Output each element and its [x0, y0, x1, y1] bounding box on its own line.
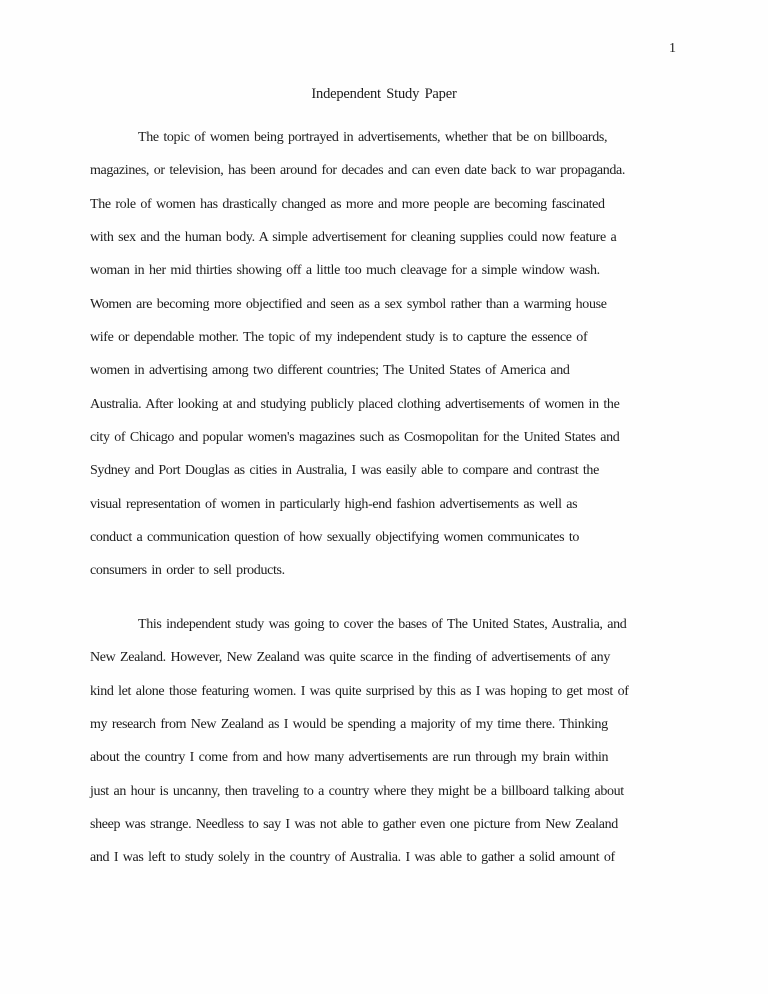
text-line: This independent study was going to cover the bases of The United States, Australia, and: [138, 616, 627, 632]
document-title: Independent Study Paper: [311, 86, 457, 102]
text-line: my research from New Zealand as I would be spending a majority of my time there. Thinking: [90, 716, 608, 732]
text-line: The role of women has drastically changed as more and more people are becoming fascinated: [90, 196, 605, 212]
text-line: about the country I come from and how many advertisements are run through my brain within: [90, 750, 609, 766]
text-line: Sydney and Port Douglas as cities in Australia, I was easily able to compare and contrast the: [90, 463, 599, 479]
document-body: [90, 121, 678, 875]
text-line: conduct a communication question of how sexually objectifying women communicates to: [90, 530, 580, 546]
text-line: visual representation of women in particularly high-end fashion advertisements as well as: [90, 496, 578, 512]
text-line: woman in her mid thirties showing off a little too much cleavage for a simple window wash.: [90, 263, 600, 279]
paragraph: [90, 121, 678, 588]
text-line: The topic of women being portrayed in advertisements, whether that be on billboards,: [138, 130, 608, 145]
text-line: Women are becoming more objectified and seen as a sex symbol rather than a warming house: [90, 296, 607, 312]
text-line: sheep was strange. Needless to say I was not able to gather even one picture from New Zealand: [90, 816, 618, 832]
text-line: magazines, or television, has been around for decades and can even date back to war propaganda.: [90, 163, 626, 179]
text-line: women in advertising among two different countries; The United States of America and: [90, 363, 570, 379]
text-line: and I was left to study solely in the country of Australia. I was able to gather a solid amount of: [90, 850, 615, 866]
page-number: 1: [669, 41, 676, 56]
text-line: kind let alone those featuring women. I was quite surprised by this as I was hoping to get most of: [90, 683, 629, 699]
text-line: wife or dependable mother. The topic of my independent study is to capture the essence of: [90, 330, 588, 346]
text-line: just an hour is uncanny, then traveling to a country where they might be a billboard talking about: [90, 783, 624, 799]
text-line: with sex and the human body. A simple advertisement for cleaning supplies could now feature a: [90, 230, 617, 246]
text-line: Australia. After looking at and studying publicly placed clothing advertisements of women in the: [90, 396, 620, 412]
paragraph: [90, 608, 678, 875]
text-line: city of Chicago and popular women's magazines such as Cosmopolitan for the United States and: [90, 430, 620, 446]
text-line: consumers in order to sell products.: [90, 563, 285, 579]
text-line: New Zealand. However, New Zealand was quite scarce in the finding of advertisements of any: [90, 650, 610, 666]
